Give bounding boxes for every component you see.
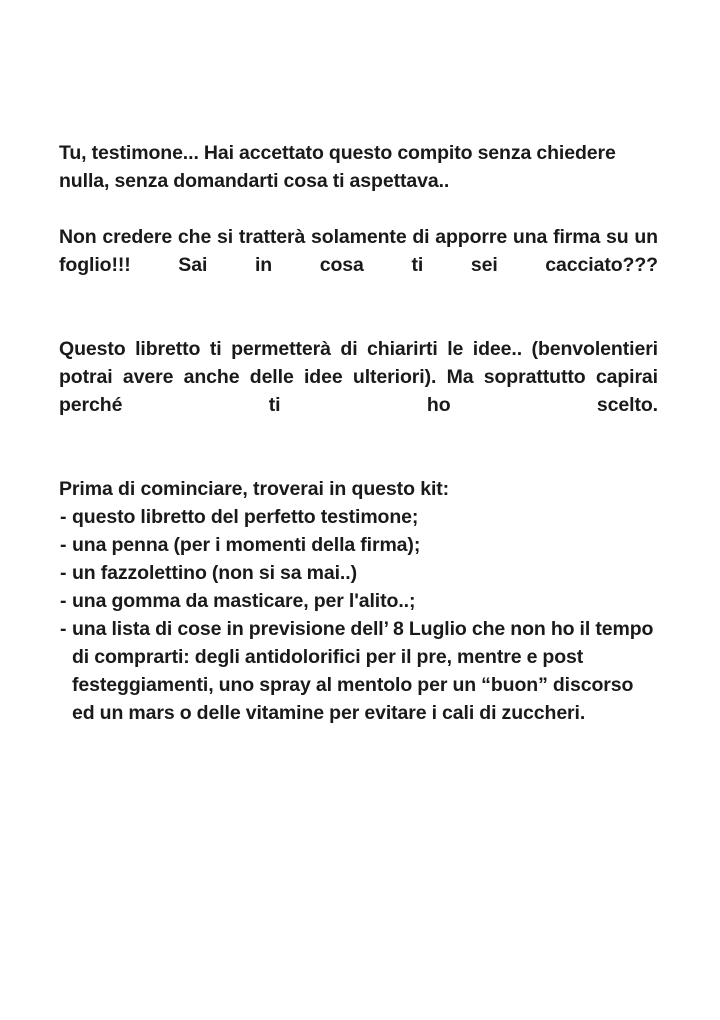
list-item xyxy=(59,587,658,615)
kit-item-list xyxy=(59,503,658,727)
list-item xyxy=(59,615,658,727)
paragraph-greeting: Tu, testimone... Hai accettato questo compito senza chiedere nulla, senza domandarti cosa ti aspettava.. xyxy=(59,142,616,192)
paragraph-warning: Non credere che si tratterà solamente di apporre una firma su un foglio!!! Sai in cosa ti sei cacciato??? xyxy=(59,226,658,276)
list-item-label: un fazzolettino (non si sa mai..) xyxy=(72,562,357,584)
list-item xyxy=(59,559,658,587)
list-item-label: una gomma da masticare, per l'alito..; xyxy=(72,590,416,612)
bullet-dash-icon: - xyxy=(60,506,67,528)
bullet-dash-icon: - xyxy=(60,562,67,584)
list-item-label: una lista di cose in previsione dell’ 8 Luglio che non ho il tempo di comprarti: degli antidolorifici per il pre, mentre e post festeggiamenti, uno spray al mentolo per un “buon” discorso ed un mars o delle vitamine per evitare i cali di zuccheri. xyxy=(72,618,654,724)
kit-intro-line: Prima di cominciare, troverai in questo kit: xyxy=(59,478,450,500)
paragraph-spacer xyxy=(59,447,658,475)
paragraph-spacer xyxy=(59,195,658,223)
bullet-dash-icon: - xyxy=(60,590,67,612)
bullet-dash-icon: - xyxy=(60,618,67,640)
list-item xyxy=(59,503,658,531)
list-item-label: questo libretto del perfetto testimone; xyxy=(72,506,419,528)
document-text-body xyxy=(59,139,658,727)
list-item-label: una penna (per i momenti della firma); xyxy=(72,534,421,556)
paragraph-purpose: Questo libretto ti permetterà di chiarirti le idee.. (benvolentieri potrai avere anche delle idee ulteriori). Ma soprattutto capirai perché ti ho scelto. xyxy=(59,338,658,416)
paragraph-spacer xyxy=(59,307,658,335)
bullet-dash-icon: - xyxy=(60,534,67,556)
list-item xyxy=(59,531,658,559)
